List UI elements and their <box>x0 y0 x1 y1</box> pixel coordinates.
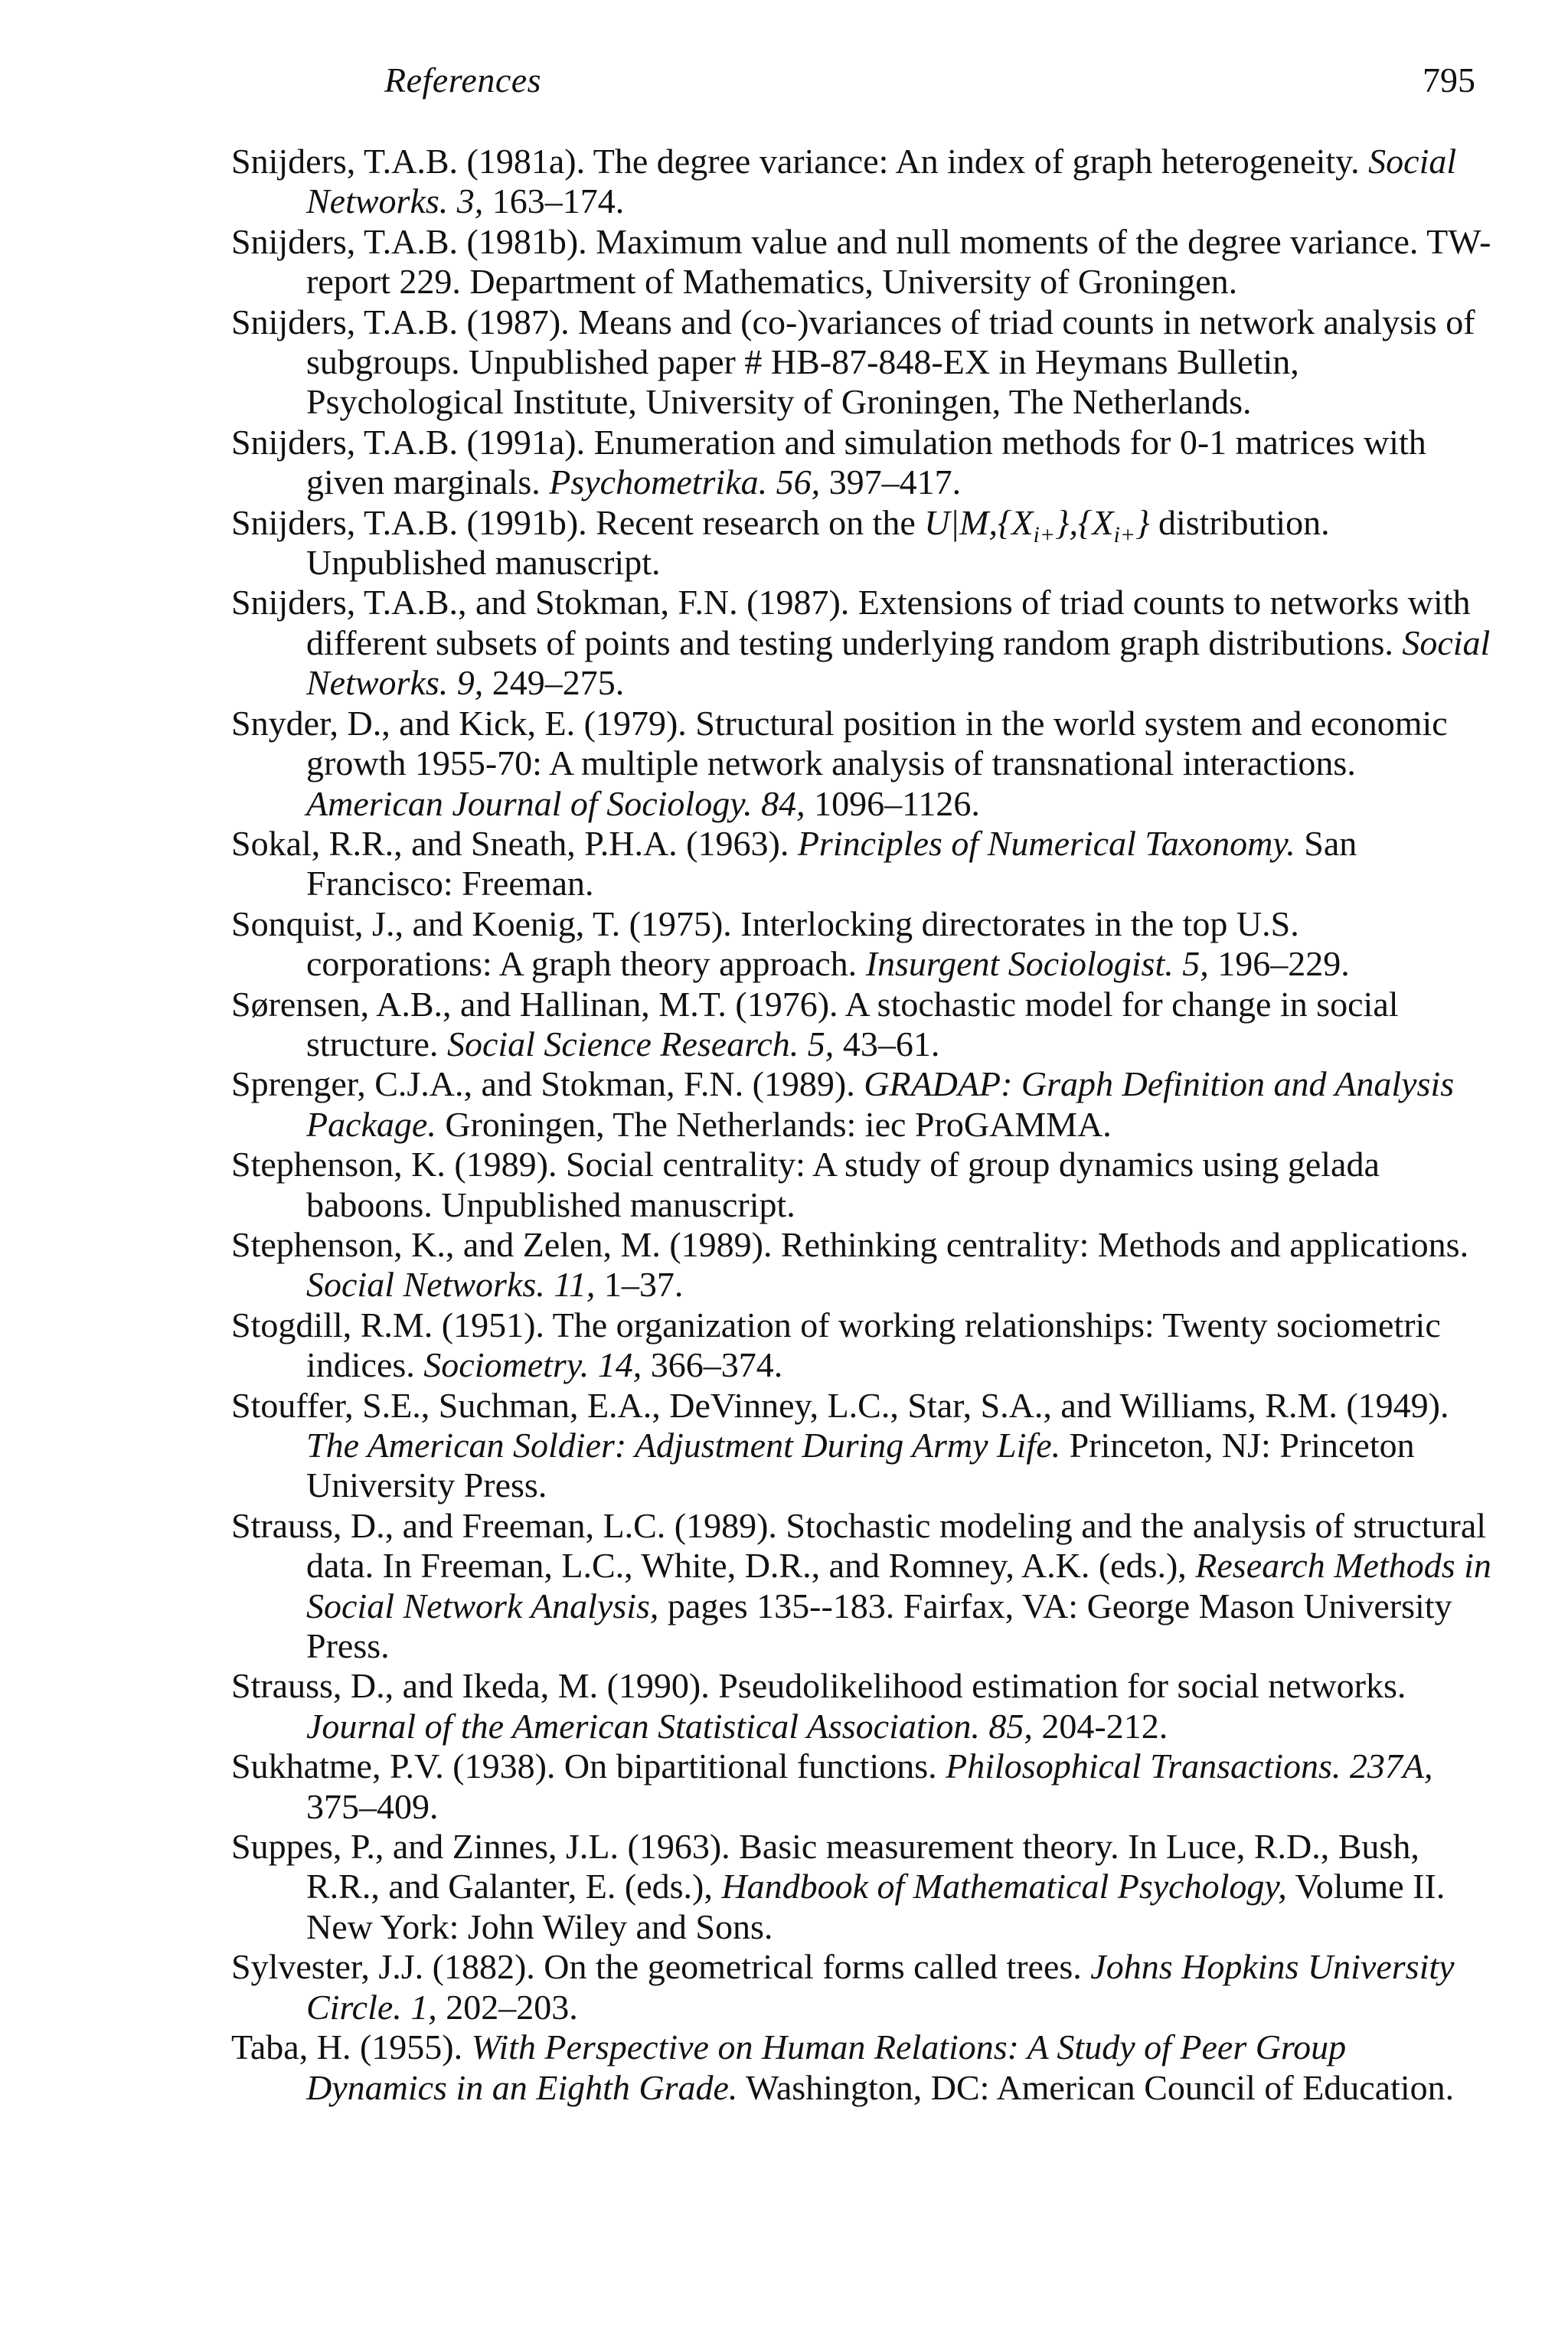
reference-text: Washington, DC: American Council of Education. <box>737 2067 1455 2107</box>
reference-entry <box>0 985 1568 1065</box>
reference-text: Snijders, T.A.B. (1981b). Maximum value and null moments of the degree variance. TW-report 229. Department of Mathematics, University of Groningen. <box>231 221 1491 302</box>
reference-italic-text: Psychometrika. 56, <box>549 462 821 502</box>
reference-text: 1096–1126. <box>805 783 980 823</box>
reference-entry <box>0 503 1568 583</box>
reference-entry <box>0 142 1568 222</box>
reference-entry <box>0 1947 1568 2027</box>
reference-text: Stephenson, K. (1989). Social centrality: A study of group dynamics using gelada baboons. Unpublished manuscript. <box>231 1145 1380 1224</box>
reference-text: 43–61. <box>834 1024 940 1063</box>
reference-text: Sokal, R.R., and Sneath, P.H.A. (1963). <box>231 823 798 863</box>
reference-italic-text: Insurgent Sociologist. 5, <box>865 944 1209 984</box>
reference-italic-text: } <box>1135 502 1150 542</box>
reference-italic-text: Journal of the American Statistical Association. 85, <box>306 1706 1033 1746</box>
reference-entry <box>0 904 1568 985</box>
reference-italic-text: Social Networks. 11, <box>306 1265 596 1305</box>
reference-text: 204-212. <box>1032 1706 1168 1746</box>
reference-entry <box>0 583 1568 703</box>
reference-italic-text: GRADAP: Graph Definition and Analysis Package. <box>306 1064 1455 1144</box>
reference-text: Groningen, The Netherlands: iec ProGAMMA. <box>436 1104 1112 1144</box>
reference-text: Taba, H. (1955). <box>231 2027 472 2067</box>
reference-text: Suppes, P., and Zinnes, J.L. (1963). Basic measurement theory. In Luce, R.D., Bush, R.R., and Galanter, E. (eds.), <box>231 1827 1419 1906</box>
reference-text: Snijders, T.A.B. (1981a). The degree variance: An index of graph heterogeneity. <box>231 142 1369 181</box>
page-number: 795 <box>1423 60 1475 100</box>
reference-entry <box>0 1506 1568 1667</box>
reference-italic-text: Research Methods in Social Network Analysis, <box>306 1546 1491 1625</box>
reference-text: Sonquist, J., and Koenig, T. (1975). Interlocking directorates in the top U.S. corporations: A graph theory approach. <box>231 903 1299 984</box>
reference-entry <box>0 302 1568 423</box>
reference-text: Sørensen, A.B., and Hallinan, M.T. (1976). A stochastic model for change in social structure. <box>231 984 1399 1063</box>
page-header <box>0 60 1568 113</box>
reference-italic-text: Social Science Research. 5, <box>446 1024 835 1063</box>
reference-text: Snijders, T.A.B. (1991b). Recent research on the <box>231 502 925 542</box>
reference-text: Snijders, T.A.B. (1991a). Enumeration and simulation methods for 0-1 matrices with given marginals. <box>231 422 1426 502</box>
reference-text: distribution. Unpublished manuscript. <box>306 502 1330 583</box>
reference-italic-text: Johns Hopkins University Circle. 1, <box>306 1947 1455 2027</box>
reference-text: Stephenson, K., and Zelen, M. (1989). Rethinking centrality: Methods and applications. <box>231 1224 1469 1264</box>
reference-italic-text: American Journal of Sociology. 84, <box>306 783 805 823</box>
reference-text: Princeton, NJ: Princeton University Press. <box>306 1426 1415 1505</box>
reference-text: Snijders, T.A.B., and Stokman, F.N. (1987). Extensions of triad counts to networks with different subsets of points and testing underlying random graph distributions. <box>231 583 1471 662</box>
reference-entry <box>0 1746 1568 1827</box>
reference-entry <box>0 1305 1568 1386</box>
reference-entry <box>0 1064 1568 1145</box>
reference-text: Stogdill, R.M. (1951). The organization of working relationships: Twenty sociometric indices. <box>231 1305 1441 1385</box>
reference-text: 1–37. <box>595 1265 684 1305</box>
reference-italic-text: With Perspective on Human Relations: A Study of Peer Group Dynamics in an Eighth Grade. <box>306 2027 1347 2107</box>
reference-text: Stouffer, S.E., Suchman, E.A., DeVinney, L.C., Star, S.A., and Williams, R.M. (1949). <box>231 1385 1449 1425</box>
reference-text: 397–417. <box>820 462 962 502</box>
reference-italic-text: Handbook of Mathematical Psychology, <box>721 1867 1287 1906</box>
reference-entry <box>0 222 1568 302</box>
reference-text: 375–409. <box>306 1786 439 1826</box>
reference-italic-text: i+ <box>1033 521 1056 547</box>
reference-entry <box>0 704 1568 824</box>
reference-entry <box>0 824 1568 904</box>
reference-text: Volume II. New York: John Wiley and Sons. <box>306 1867 1446 1946</box>
reference-italic-text: U|M,{X <box>924 502 1034 542</box>
reference-list <box>0 142 1568 2108</box>
reference-text: Strauss, D., and Freeman, L.C. (1989). Stochastic modeling and the analysis of structural data. In Freeman, L.C., White, D.R., and Romney, A.K. (eds.), <box>231 1505 1487 1586</box>
running-head: References <box>384 60 542 100</box>
reference-text: Sukhatme, P.V. (1938). On bipartitional functions. <box>231 1746 946 1786</box>
reference-text: Snyder, D., and Kick, E. (1979). Structural position in the world system and economic growth 1955-70: A multiple network analysis of transnational interactions. <box>231 703 1448 783</box>
reference-entry <box>0 1827 1568 1947</box>
reference-text: 366–374. <box>642 1345 783 1385</box>
reference-text: 163–174. <box>483 181 625 221</box>
reference-text: Snijders, T.A.B. (1987). Means and (co-)variances of triad counts in network analysis of subgroups. Unpublished paper # HB-87-848-EX in Heymans Bulletin, Psychological Institute, University of Groningen, The Netherlands. <box>231 302 1475 422</box>
reference-italic-text: Social Networks. 9, <box>306 622 1491 703</box>
reference-entry <box>0 1225 1568 1305</box>
reference-text: San Francisco: Freeman. <box>306 823 1357 903</box>
reference-entry <box>0 1386 1568 1506</box>
reference-text: pages 135--183. Fairfax, VA: George Mason University Press. <box>306 1586 1452 1666</box>
reference-italic-text: Sociometry. 14, <box>423 1345 642 1385</box>
reference-text: Sylvester, J.J. (1882). On the geometrical forms called trees. <box>231 1947 1091 1987</box>
reference-text: Strauss, D., and Ikeda, M. (1990). Pseudolikelihood estimation for social networks. <box>231 1666 1406 1706</box>
reference-italic-text: },{X <box>1055 502 1114 542</box>
reference-italic-text: Principles of Numerical Taxonomy. <box>797 823 1295 863</box>
reference-text: 249–275. <box>483 663 625 703</box>
reference-entry <box>0 1145 1568 1225</box>
reference-text: Sprenger, C.J.A., and Stokman, F.N. (1989). <box>231 1064 864 1104</box>
reference-italic-text: Philosophical Transactions. 237A, <box>946 1746 1433 1786</box>
reference-italic-text: The American Soldier: Adjustment During Army Life. <box>306 1426 1061 1465</box>
reference-italic-text: Social Networks. 3, <box>306 142 1457 221</box>
reference-entry <box>0 2027 1568 2108</box>
reference-text: 196–229. <box>1208 944 1350 984</box>
reference-italic-text: i+ <box>1113 521 1136 547</box>
reference-entry <box>0 1666 1568 1746</box>
reference-entry <box>0 423 1568 503</box>
reference-text: 202–203. <box>436 1987 578 2027</box>
